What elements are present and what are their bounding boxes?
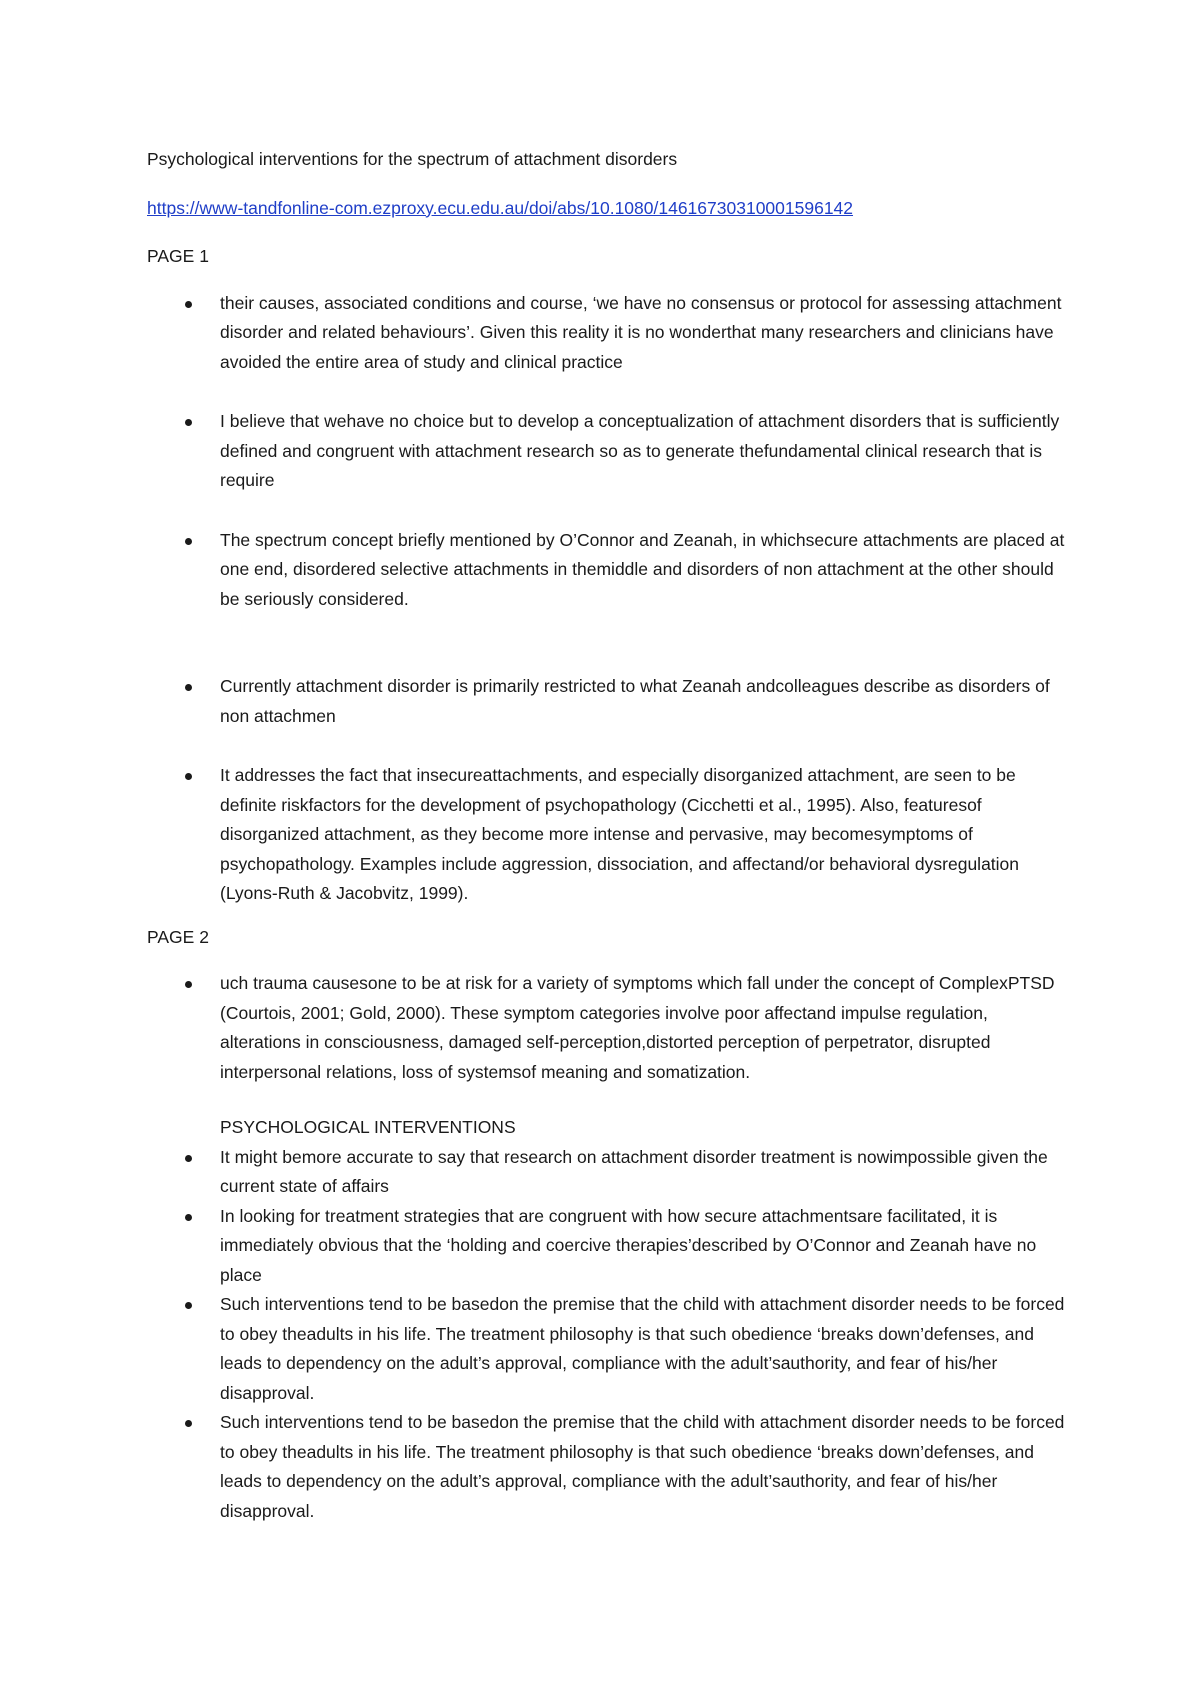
bullet-icon [185,1302,192,1309]
list-item [147,1408,1067,1526]
list-item-text: Such interventions tend to be basedon the premise that the child with attachment disorder needs to be forced to obey theadults in his life. The treatment philosophy is that such obedience ‘breaks down’defenses, and leads to dependency on the adult’s approval, compliance with the adult’sauthority, and fear of his/her disapproval. [220,1412,1065,1521]
list-item [147,1290,1067,1408]
section-heading: PSYCHOLOGICAL INTERVENTIONS [220,1117,516,1137]
document-body [147,145,1067,1526]
list-item-text: The spectrum concept briefly mentioned by O’Connor and Zeanah, in whichsecure attachments are placed at one end, disordered selective attachments in themiddle and disorders of non attachment at the other should be seriously considered. [220,529,1065,609]
list-item-text: Currently attachment disorder is primarily restricted to what Zeanah andcolleagues describe as disorders of non attachmen [220,676,1050,726]
bullet-icon [185,684,192,691]
list-item-text: It might bemore accurate to say that research on attachment disorder treatment is nowimpossible given the current state of affairs [220,1146,1048,1196]
bullet-icon [185,1214,192,1221]
list-item-text: I believe that wehave no choice but to develop a conceptualization of attachment disorders that is sufficiently defined and congruent with attachment research so as to generate thefundamental clinical research that is require [220,411,1060,490]
page-1-bullet-list [147,289,1067,909]
interventions-bullet-list [147,1143,1067,1527]
page-2-label: PAGE 2 [147,926,209,947]
list-item [147,672,1067,731]
bullet-icon [185,981,192,988]
document-title: Psychological interventions for the spectrum of attachment disorders [147,149,678,169]
list-item [147,761,1067,909]
list-item-text: It addresses the fact that insecureattachments, and especially disorganized attachment, are seen to be definite riskfactors for the development of psychopathology (Cicchetti et al., 1995). Also, featuresof disorganized attachment, as they become more intense and pervasive, may becomesymptoms of psychopathology. Examples include aggression, dissociation, and affectand/or behavioral dysregulation (Lyons-Ruth & Jacobvitz, 1999). [220,765,1020,903]
bullet-icon [185,773,192,780]
list-item [147,969,1067,1087]
page-2-bullet-list [147,969,1067,1087]
list-item-text: Such interventions tend to be basedon the premise that the child with attachment disorder needs to be forced to obey theadults in his life. The treatment philosophy is that such obedience ‘breaks down’defenses, and leads to dependency on the adult’s approval, compliance with the adult’sauthority, and fear of his/her disapproval. [220,1294,1065,1403]
bullet-icon [185,301,192,308]
list-item [147,526,1067,615]
list-item-text: uch trauma causesone to be at risk for a variety of symptoms which fall under the concept of ComplexPTSD (Courtois, 2001; Gold, 2000). These symptom categories involve poor affectand impulse regulation, alterations in consciousness, damaged self-perception,distorted perception of perpetrator, disrupted interpersonal relations, loss of systemsof meaning and somatization. [220,973,1055,1082]
list-item-text: their causes, associated conditions and course, ‘we have no consensus or protocol for assessing attachment disorder and related behaviours’. Given this reality it is no wonderthat many researchers and clinicians have avoided the entire area of study and clinical practice [220,292,1062,372]
page-1-label: PAGE 1 [147,246,209,266]
list-item [147,1143,1067,1202]
list-item-text: In looking for treatment strategies that are congruent with how secure attachmentsare facilitated, it is immediately obvious that the ‘holding and coercive therapies’described by O’Connor and Zeanah have no place [220,1205,1037,1285]
bullet-icon [185,1155,192,1162]
source-link[interactable]: https://www-tandfonline-com.ezproxy.ecu.edu.au/doi/abs/10.1080/14616730310001596142 [147,197,854,218]
bullet-icon [185,1420,192,1427]
list-item [147,1202,1067,1291]
bullet-icon [185,538,192,545]
bullet-icon [185,419,192,426]
list-item [147,407,1067,496]
list-item [147,289,1067,378]
